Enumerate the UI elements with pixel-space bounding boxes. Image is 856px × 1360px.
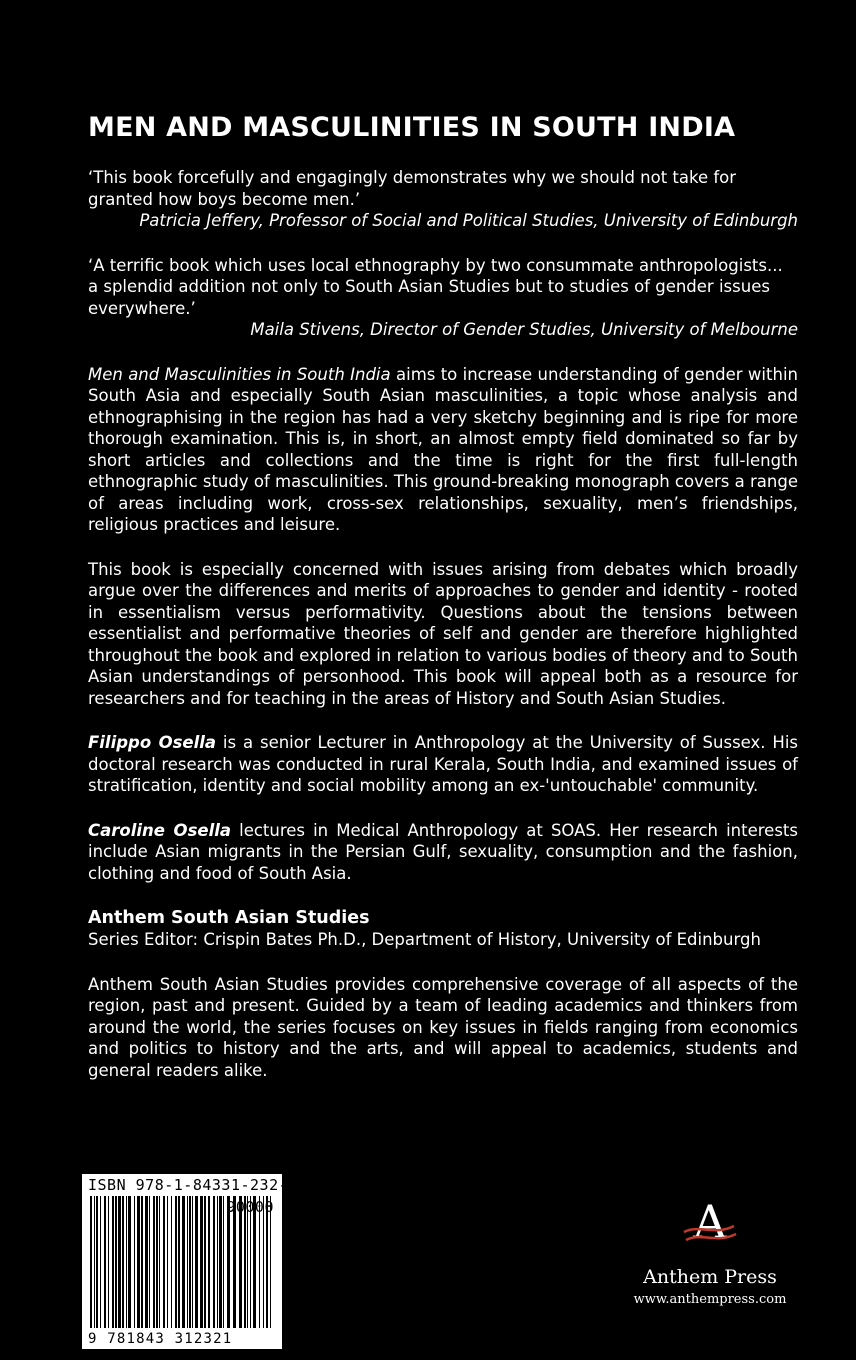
barcode-bar — [213, 1196, 215, 1328]
barcode-bar — [219, 1196, 222, 1328]
publisher-logo-block — [620, 1196, 800, 1307]
quote-text: ‘A terrific book which uses local ethnography by two consummate anthropologists... a splendid addition not only to South Asian Studies but to studies of gender issues everywhere.’ — [88, 255, 783, 318]
price-code: 90000 — [226, 1198, 274, 1216]
description-text: This book is especially concerned with issues arising from debates which broadly argue over the differences and merits of approaches to gender and identity - rooted in essentialism versus performativity. Questions about the tensions between essentialist and performative theories of self and gender are therefore highlighted throughout the book and explored in relation to various bodies of theory and to South Asian understandings of personhood. This book will appeal both as a resource for researchers and for teaching in the areas of History and South Asian Studies. — [88, 559, 798, 708]
barcode-bar — [90, 1196, 92, 1328]
barcode-bar — [187, 1196, 188, 1328]
barcode-bar — [118, 1196, 121, 1328]
barcode-bar — [112, 1196, 114, 1328]
quote-attribution: Patricia Jeffery, Professor of Social and Political Studies, University of Edinburgh — [139, 211, 798, 230]
barcode-bar — [115, 1196, 117, 1328]
book-title: MEN AND MASCULINITIES IN SOUTH INDIA — [88, 112, 736, 143]
barcode-bar — [182, 1196, 185, 1328]
barcode-bar — [167, 1196, 168, 1328]
barcode-bar — [149, 1196, 150, 1328]
barcode-bar — [189, 1196, 191, 1328]
barcode-bar — [96, 1196, 98, 1328]
publisher-url: www.anthempress.com — [633, 1292, 787, 1307]
barcode-bar — [134, 1196, 135, 1328]
description-paragraph-1 — [88, 364, 798, 536]
isbn-barcode — [82, 1174, 298, 1349]
author-bio: lectures in Medical Anthropology at SOAS. Her research interests include Asian migrants in the Persian Gulf, sexuality, consumption and the fashion, clothing and food of South Asia. — [88, 820, 798, 883]
barcode-bar — [178, 1196, 180, 1328]
barcode-bar — [200, 1196, 203, 1328]
logo-letter: A — [693, 1196, 727, 1249]
barcode-bar — [217, 1196, 218, 1328]
author-bio: is a senior Lecturer in Anthropology at the University of Sussex. His doctoral research was conducted in rural Kerala, South India, and examined issues of stratification, identity and social mobility among an ex-'untouchable' community. — [88, 733, 798, 795]
barcode-bar — [171, 1196, 172, 1328]
author-name: Filippo Osella — [88, 733, 217, 752]
barcode-bar — [145, 1196, 148, 1328]
barcode-bar — [163, 1196, 165, 1328]
description-paragraph-2 — [88, 559, 798, 710]
series-description-text: Anthem South Asian Studies provides comprehensive coverage of all aspects of the region, past and present. Guided by a team of leading academics and thinkers from around the world, the series focuses on key issues in fields ranging from economics and politics to history and the arts, and will appeal to academics, students and general readers alike. — [88, 974, 798, 1080]
ean-digits: 9 781843 312321 — [88, 1331, 233, 1347]
quote-attribution: Maila Stivens, Director of Gender Studies, University of Melbourne — [250, 320, 798, 339]
barcode-bar — [195, 1196, 198, 1328]
barcode-bar — [175, 1196, 177, 1328]
barcode-bar — [159, 1196, 160, 1328]
author-bio-2 — [88, 820, 798, 885]
barcode-bar — [128, 1196, 131, 1328]
barcode-bar — [137, 1196, 140, 1328]
barcode-bar — [204, 1196, 206, 1328]
series-info — [88, 907, 798, 951]
anthem-logo-icon — [670, 1196, 750, 1260]
quote-2 — [88, 255, 798, 341]
barcode-bar — [223, 1196, 224, 1328]
barcode-bar — [100, 1196, 101, 1328]
author-name: Caroline Osella — [88, 820, 232, 840]
quote-text: ‘This book forcefully and engagingly demonstrates why we should not take for granted how boys become men.’ — [88, 168, 737, 209]
description-text: aims to increase understanding of gender within South Asia and especially South Asian masculinities, a topic whose analysis and ethnographising in the region has had a very sketchy beginning and is ripe for more thorough examination. This is, in short, an almost empty field dominated so far by short articles and collections and the time is right for the first full-length ethnographic study of masculinities. This ground-breaking monograph covers a range of areas including work, cross-sex relationships, sexuality, men’s friendships, religious practices and leisure. — [88, 364, 798, 534]
series-description — [88, 974, 798, 1082]
barcode-bar — [156, 1196, 158, 1328]
book-title-italic: Men and Masculinities in South India — [88, 364, 391, 384]
barcode-bar — [208, 1196, 210, 1328]
barcode-bar — [104, 1196, 106, 1328]
barcode-bar — [122, 1196, 124, 1328]
barcode-bar — [141, 1196, 143, 1328]
series-editor: Series Editor: Crispin Bates Ph.D., Department of History, University of Edinburgh — [88, 930, 761, 949]
barcode-bar — [126, 1196, 127, 1328]
series-name: Anthem South Asian Studies — [88, 908, 370, 928]
barcode-bar — [108, 1196, 109, 1328]
author-bio-1 — [88, 732, 798, 797]
barcode-bar — [192, 1196, 193, 1328]
quote-1 — [88, 167, 798, 232]
barcode-bar — [153, 1196, 155, 1328]
barcode-bar — [94, 1196, 95, 1328]
publisher-name: Anthem Press — [643, 1266, 777, 1288]
back-cover-text — [88, 112, 798, 1104]
isbn-number: ISBN 978-1-84331-232-1 — [88, 1176, 298, 1194]
